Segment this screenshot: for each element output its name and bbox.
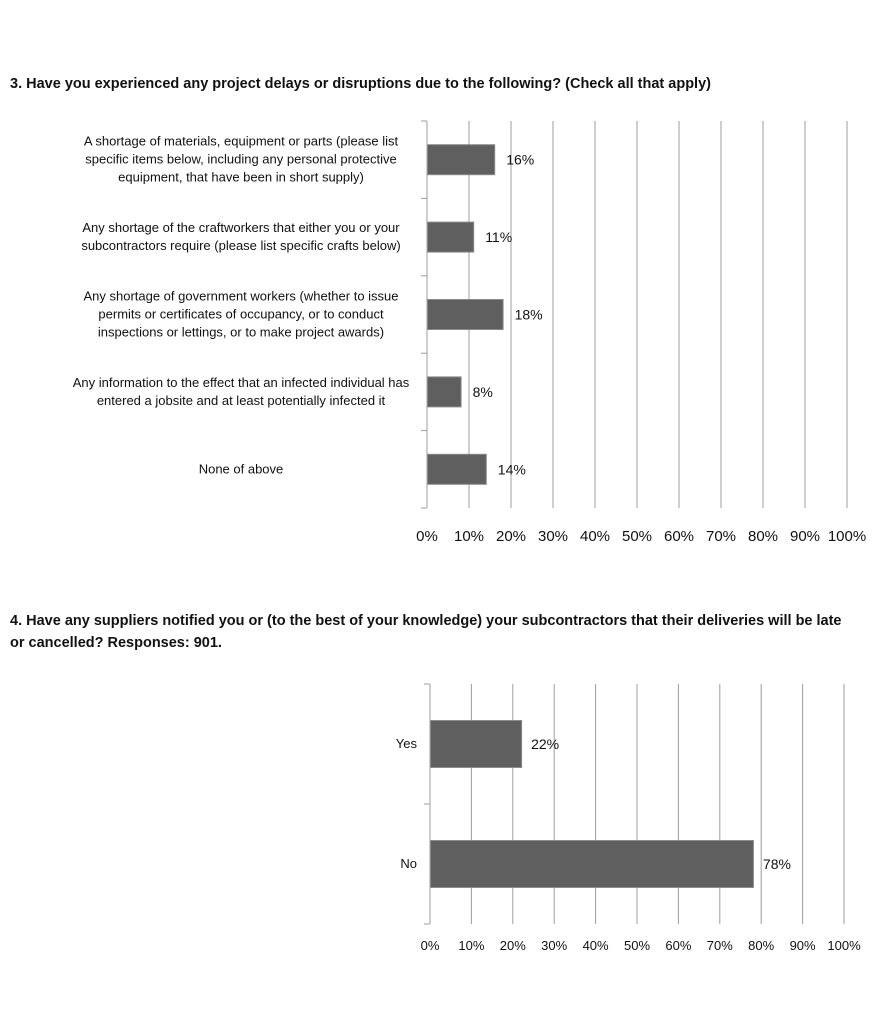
x-tick-label: 10% — [458, 938, 485, 953]
x-tick-label: 10% — [453, 528, 485, 545]
category-label: Any shortage of the craftworkers that either you or your — [82, 220, 400, 236]
bar — [431, 721, 522, 768]
x-tick-label: 50% — [623, 938, 651, 953]
question-4-title: 4. Have any suppliers notified you or (to the best of your knowledge) your subcontractors that their deliveries will be late or cancelled? Responses: 901. — [10, 613, 842, 651]
data-label: 14% — [497, 461, 526, 478]
x-tick-label: 40% — [579, 528, 611, 545]
category-label: subcontractors require (please list specific crafts below) — [81, 238, 401, 254]
x-tick-label: 0% — [420, 938, 440, 953]
category-label: inspections or lettings, or to make project awards) — [97, 324, 385, 340]
data-label: 8% — [472, 383, 493, 400]
bar — [431, 841, 754, 888]
category-label: Any information to the effect that an infected individual has — [72, 374, 410, 390]
x-tick-label: 0% — [416, 528, 438, 545]
x-tick-label: 100% — [827, 938, 861, 953]
x-tick-label: 20% — [499, 938, 526, 953]
data-label: 22% — [531, 736, 560, 752]
x-tick-label: 70% — [706, 938, 733, 953]
x-tick-label: 50% — [621, 528, 653, 545]
x-tick-label: 90% — [789, 938, 816, 953]
category-label: permits or certificates of occupancy, or to conduct — [98, 306, 384, 322]
category-label: Yes — [395, 736, 417, 751]
category-label: No — [400, 856, 417, 871]
x-tick-label: 30% — [541, 938, 568, 953]
x-tick-label: 60% — [665, 938, 692, 953]
x-tick-label: 80% — [748, 938, 775, 953]
x-tick-label: 100% — [827, 528, 867, 545]
data-label: 16% — [506, 151, 535, 168]
category-label: None of above — [198, 461, 284, 477]
category-label: specific items below, including any personal protective — [85, 151, 397, 167]
x-tick-label: 20% — [495, 528, 527, 545]
x-tick-label: 90% — [789, 528, 821, 545]
category-label: Any shortage of government workers (whether to issue — [83, 288, 399, 304]
x-tick-label: 40% — [582, 938, 609, 953]
x-tick-label: 80% — [747, 528, 779, 545]
category-label: A shortage of materials, equipment or parts (please list — [83, 133, 399, 149]
question-3-title: 3. Have you experienced any project delays or disruptions due to the following? (Check all that apply) — [10, 76, 711, 92]
data-label: 78% — [762, 856, 791, 872]
category-label: entered a jobsite and at least potentially infected it — [96, 392, 386, 408]
x-tick-label: 70% — [705, 528, 737, 545]
x-tick-label: 60% — [663, 528, 695, 545]
data-label: 11% — [485, 229, 513, 246]
category-label: equipment, that have been in short supply) — [118, 169, 364, 185]
x-tick-label: 30% — [537, 528, 569, 545]
data-label: 18% — [514, 306, 543, 323]
